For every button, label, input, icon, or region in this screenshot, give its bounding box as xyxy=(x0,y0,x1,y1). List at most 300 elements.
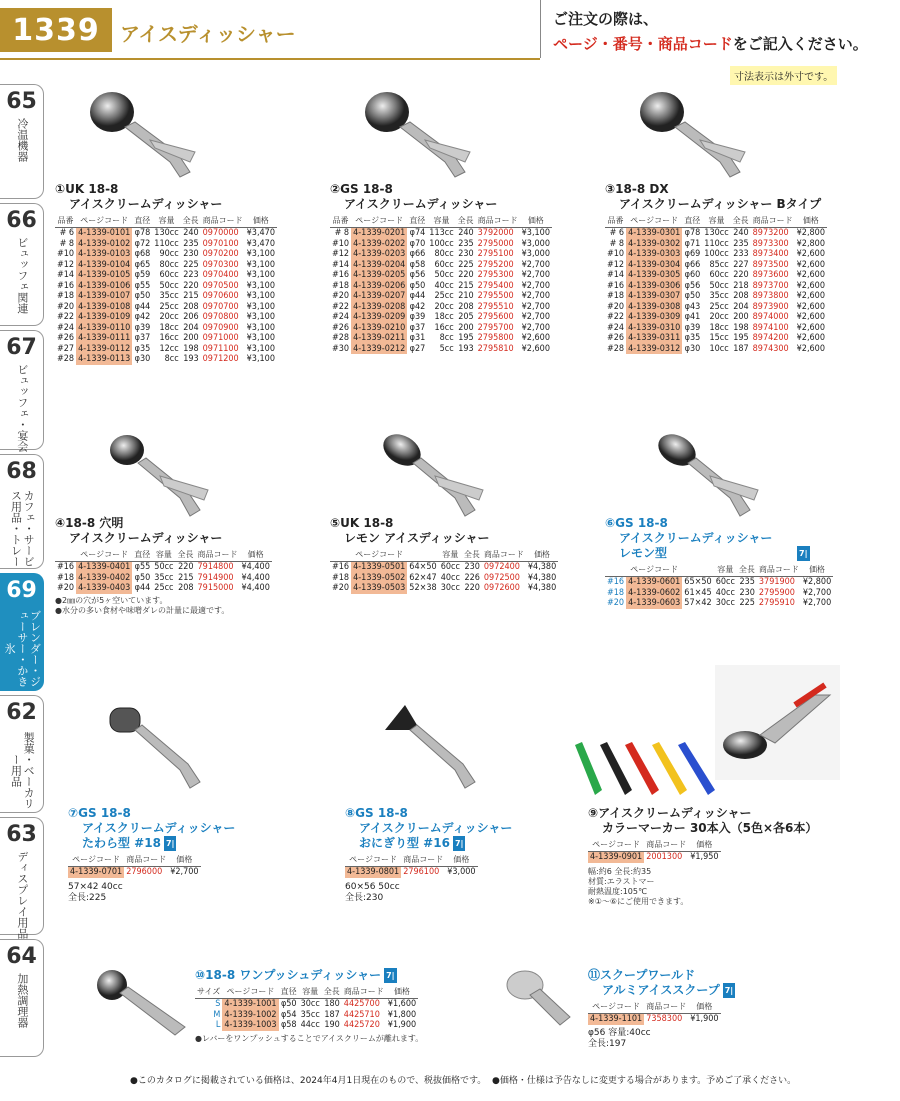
tab-number: 67 xyxy=(6,335,37,360)
table-cell: #24 xyxy=(57,322,75,333)
table-cell: #16 xyxy=(57,280,75,291)
product-code-cell: 3791900 xyxy=(758,577,795,587)
price-cell: ¥2,600 xyxy=(796,301,825,312)
column-header: 商品コード xyxy=(644,838,688,852)
price-cell: ¥2,600 xyxy=(796,270,825,280)
table-cell: 60cc xyxy=(159,270,179,280)
table-row xyxy=(605,577,833,588)
tab-65[interactable] xyxy=(0,84,44,199)
price-cell: ¥2,600 xyxy=(796,249,825,259)
table-row xyxy=(605,239,827,250)
table-cell: 8cc xyxy=(439,333,454,343)
tab-63[interactable] xyxy=(0,817,44,939)
price-cell: ¥2,700 xyxy=(521,322,550,333)
product-code-cell: 8974200 xyxy=(752,333,789,343)
column-header: ページコード xyxy=(345,853,401,867)
table-cell: 190 xyxy=(324,1020,340,1030)
column-header: 容量 xyxy=(152,214,180,228)
column-header: 商品コード xyxy=(751,214,795,228)
price-cell: ¥2,700 xyxy=(521,312,550,322)
table-cell: 187 xyxy=(733,343,749,354)
header-divider xyxy=(0,58,540,60)
product-name: ③18-8 DX xyxy=(605,182,669,196)
table-cell: 235 xyxy=(183,238,199,249)
table-cell: # 8 xyxy=(59,238,75,249)
table-cell: #14 xyxy=(57,270,75,280)
column-header: ページコード xyxy=(76,214,132,228)
table-row xyxy=(330,583,558,594)
product-note: 60×56 50cc xyxy=(345,881,400,892)
price-cell: ¥2,700 xyxy=(521,270,550,280)
tab-67[interactable] xyxy=(0,330,44,450)
price-cell: ¥1,600 xyxy=(387,999,417,1009)
page-code-cell: 4-1339-0212 xyxy=(353,343,406,354)
table-cell: 180 xyxy=(324,999,340,1009)
column-header: 容量 xyxy=(439,548,462,562)
table-cell: 233 xyxy=(733,249,749,259)
page-code-cell: 4-1339-0307 xyxy=(628,291,681,301)
price-cell: ¥3,000 xyxy=(521,249,550,259)
table-row xyxy=(195,1010,418,1021)
product-4 xyxy=(55,516,272,616)
table-cell: #30 xyxy=(332,343,350,354)
product-code-cell: 0970200 xyxy=(202,249,239,259)
product-note: 57×42 40cc xyxy=(68,881,123,892)
table-cell: 240 xyxy=(458,228,474,238)
price-cell: ¥4,380 xyxy=(527,583,557,593)
table-cell: 16cc xyxy=(159,333,179,343)
product-5 xyxy=(330,516,558,594)
price-cell: ¥2,800 xyxy=(802,577,832,587)
table-row xyxy=(68,867,201,878)
footer-price-note: ●このカタログに掲載されている価格は、2024年4月1日現在のもので、税抜価格です。 xyxy=(130,1076,487,1086)
footer-note xyxy=(130,1073,796,1086)
column-header: 直径 xyxy=(682,214,702,228)
product-code-cell: 2795700 xyxy=(477,322,514,333)
table-cell: φ27 xyxy=(409,343,426,354)
table-cell: #26 xyxy=(57,333,75,343)
table-row xyxy=(55,562,272,573)
table-header-row xyxy=(55,548,272,562)
page-code-cell: 4-1339-0110 xyxy=(78,322,131,333)
page-code-cell: 4-1339-0113 xyxy=(78,354,131,364)
table-cell: 208 xyxy=(458,301,474,312)
price-cell: ¥3,100 xyxy=(246,301,275,312)
price-cell: ¥2,700 xyxy=(802,587,832,598)
table-cell: 235 xyxy=(458,238,474,249)
table-cell: S xyxy=(215,999,221,1009)
column-header: 価格 xyxy=(688,838,720,852)
table-cell: #18 xyxy=(57,572,75,583)
price-cell: ¥1,900 xyxy=(387,1020,417,1030)
color-markers-image xyxy=(570,740,720,800)
price-cell: ¥3,100 xyxy=(246,354,275,364)
page-code-cell: 4-1339-0701 xyxy=(70,867,123,877)
table-cell: φ43 xyxy=(684,301,701,312)
table-cell: φ44 xyxy=(409,291,426,301)
table-cell: 50cc xyxy=(159,280,179,291)
table-cell: φ50 xyxy=(280,999,297,1009)
tab-number: 66 xyxy=(6,208,37,233)
table-cell: 25cc xyxy=(159,301,179,312)
table-cell: # 8 xyxy=(334,228,350,238)
tab-62[interactable] xyxy=(0,695,44,813)
tab-66[interactable] xyxy=(0,203,44,326)
table-cell: #20 xyxy=(57,583,75,593)
table-cell: 25cc xyxy=(709,301,729,312)
page-code-cell: 4-1339-0801 xyxy=(347,867,400,877)
table-row xyxy=(55,249,277,260)
product-code-cell: 8973900 xyxy=(752,301,789,312)
product-image-3 xyxy=(630,82,760,182)
table-cell: M xyxy=(213,1009,221,1020)
table-cell: 223 xyxy=(183,270,199,280)
table-row xyxy=(330,228,552,239)
product-note: φ56 容量:40cc xyxy=(588,1027,651,1038)
price-cell: ¥2,700 xyxy=(170,867,199,877)
table-cell: 200 xyxy=(733,312,749,322)
product-image-4 xyxy=(100,428,220,523)
price-cell: ¥3,000 xyxy=(447,867,476,877)
column-header: 商品コード xyxy=(644,1000,688,1014)
table-cell: 225 xyxy=(458,259,474,270)
table-row xyxy=(55,228,277,239)
product-name-sub: アイスクリームディッシャー xyxy=(69,531,223,545)
table-cell: 65×50 xyxy=(684,577,712,587)
tab-number: 65 xyxy=(6,89,37,114)
product-code-cell: 2795900 xyxy=(758,587,795,598)
table-cell: 25cc xyxy=(434,291,454,301)
table-row xyxy=(55,323,277,334)
column-header: ページコード xyxy=(76,548,132,562)
table-cell: φ50 xyxy=(409,280,426,291)
page-code-cell: 4-1339-0211 xyxy=(353,333,406,343)
column-header: 直径 xyxy=(407,214,427,228)
table-cell: φ39 xyxy=(684,322,701,333)
tab-label: ビュッフェ・宴会 xyxy=(15,364,29,452)
column-header: 容量 xyxy=(299,985,322,999)
table-row xyxy=(55,344,277,355)
table-cell: 60cc xyxy=(440,562,460,572)
table-cell: 220 xyxy=(458,270,474,280)
product-name-sub: レモン アイスディッシャー xyxy=(344,531,490,545)
column-header: 直径 xyxy=(132,548,152,562)
page-code-cell: 4-1339-1101 xyxy=(590,1014,643,1024)
price-cell: ¥2,700 xyxy=(521,291,550,301)
table-row xyxy=(345,867,478,878)
table-cell: #18 xyxy=(57,291,75,301)
table-cell: 100cc xyxy=(704,249,729,259)
product-code-cell: 7358300 xyxy=(646,1014,683,1024)
table-row xyxy=(330,344,552,355)
table-cell: φ70 xyxy=(409,238,426,249)
price-cell: ¥2,600 xyxy=(521,333,550,343)
price-cell: ¥2,600 xyxy=(796,333,825,343)
page-code-cell: 4-1339-1001 xyxy=(224,999,277,1009)
page-code-cell: 4-1339-0208 xyxy=(353,301,406,312)
spec-table xyxy=(68,853,201,878)
column-header: ページコード xyxy=(588,838,644,852)
table-cell: 50cc xyxy=(434,270,454,280)
column-header: 直径 xyxy=(132,214,152,228)
spec-table xyxy=(605,563,833,609)
table-cell: 60cc xyxy=(709,270,729,280)
price-cell: ¥2,800 xyxy=(796,238,825,249)
spec-table xyxy=(605,214,827,354)
price-cell: ¥3,100 xyxy=(246,343,275,354)
product-name: ①UK 18-8 xyxy=(55,182,119,196)
table-cell: 204 xyxy=(733,301,749,312)
column-header: 商品コード xyxy=(196,548,240,562)
table-row xyxy=(605,228,827,239)
table-cell: 30cc xyxy=(715,598,735,608)
table-cell: 218 xyxy=(733,280,749,291)
product-code-cell: 2795400 xyxy=(477,280,514,291)
table-row xyxy=(55,354,277,365)
product-code-cell: 2795200 xyxy=(477,259,514,270)
product-code-cell: 2795000 xyxy=(477,238,514,249)
tab-label: ディスプレイ用品 xyxy=(15,851,29,939)
product-image-2 xyxy=(355,82,485,182)
table-cell: φ50 xyxy=(134,572,151,583)
product-name-sub2: たわら型 #18 7| xyxy=(82,836,175,850)
table-cell: φ50 xyxy=(134,291,151,301)
product-name-sub: アルミアイススクープ 7| xyxy=(602,983,734,997)
badge-icon: 7| xyxy=(797,546,810,561)
column-header: 価格 xyxy=(386,985,418,999)
price-cell: ¥2,600 xyxy=(796,322,825,333)
table-row xyxy=(55,270,277,281)
product-image-1 xyxy=(80,82,210,182)
price-cell: ¥2,600 xyxy=(521,343,550,354)
table-cell: φ30 xyxy=(684,343,701,354)
spec-table xyxy=(345,853,478,878)
table-cell: #26 xyxy=(332,322,350,333)
product-10 xyxy=(195,968,423,1044)
table-cell: 200 xyxy=(183,333,199,343)
table-cell: φ69 xyxy=(684,249,701,259)
table-row xyxy=(330,249,552,260)
product-code-cell: 7914900 xyxy=(197,572,234,583)
page-code-cell: 4-1339-0108 xyxy=(78,301,131,312)
table-cell: 195 xyxy=(733,333,749,343)
page-code-cell: 4-1339-1003 xyxy=(224,1020,277,1030)
product-code-cell: 0970400 xyxy=(202,270,239,280)
tab-number: 69 xyxy=(6,578,37,603)
table-cell: 226 xyxy=(464,572,480,583)
table-cell: 215 xyxy=(458,280,474,291)
page-code-cell: 4-1339-0501 xyxy=(353,562,406,572)
page-code-cell: 4-1339-1002 xyxy=(224,1009,277,1020)
product-name: ⑤UK 18-8 xyxy=(330,516,394,530)
page-code-cell: 4-1339-0901 xyxy=(590,852,643,862)
tab-68[interactable] xyxy=(0,454,44,569)
tab-label: カフェ・サービス用品・トレー xyxy=(9,489,36,567)
product-note: 材質:エラストマー xyxy=(588,876,655,886)
page-code-cell: 4-1339-0602 xyxy=(628,587,681,598)
page-title: アイスディッシャー xyxy=(120,22,296,46)
price-cell: ¥3,100 xyxy=(246,333,275,343)
column-header: 容量 xyxy=(702,214,730,228)
table-cell: #16 xyxy=(332,270,350,280)
price-cell: ¥2,600 xyxy=(796,259,825,270)
page-code-cell: 4-1339-0210 xyxy=(353,322,406,333)
table-row xyxy=(605,260,827,271)
column-header: 商品コード xyxy=(482,548,526,562)
column-header: 商品コード xyxy=(342,985,386,999)
table-row xyxy=(330,260,552,271)
table-cell: 12cc xyxy=(159,343,179,354)
table-cell: #14 xyxy=(607,270,625,280)
table-cell: #22 xyxy=(57,312,75,322)
column-header: 全長 xyxy=(322,985,342,999)
table-cell: #18 xyxy=(607,587,625,598)
column-header xyxy=(55,548,76,562)
table-row xyxy=(55,583,272,594)
column-header: 容量 xyxy=(152,548,175,562)
table-cell: 198 xyxy=(733,322,749,333)
product-image-8 xyxy=(375,700,495,800)
table-cell: 30cc xyxy=(300,999,320,1009)
table-cell: 40cc xyxy=(434,280,454,291)
table-cell: # 6 xyxy=(59,228,75,238)
product-code-cell: 2795500 xyxy=(477,291,514,301)
product-name-sub: アイスクリームディッシャー Bタイプ xyxy=(619,197,822,211)
product-code-cell: 2795510 xyxy=(477,301,514,312)
table-cell: φ37 xyxy=(409,322,426,333)
price-cell: ¥1,900 xyxy=(690,1014,719,1024)
column-header: 価格 xyxy=(520,214,552,228)
table-cell: 113cc xyxy=(429,228,454,238)
table-cell: φ78 xyxy=(684,228,701,238)
table-cell: φ68 xyxy=(134,249,151,259)
column-header: ページコード xyxy=(588,1000,644,1014)
table-row xyxy=(330,312,552,323)
table-cell: #18 xyxy=(607,291,625,301)
product-code-cell: 8973200 xyxy=(752,228,789,238)
table-cell: 15cc xyxy=(709,333,729,343)
table-cell: φ54 xyxy=(280,1009,297,1020)
product-code-cell: 2001300 xyxy=(646,852,683,862)
table-cell: φ35 xyxy=(134,343,151,354)
product-name: ⑦GS 18-8 xyxy=(68,806,131,820)
table-cell: 230 xyxy=(739,587,755,598)
product-code-cell: 2796000 xyxy=(126,867,163,877)
table-cell: 35cc xyxy=(709,291,729,301)
table-row xyxy=(605,344,827,355)
page-code-cell: 4-1339-0112 xyxy=(78,343,131,354)
page-code-cell: 4-1339-0303 xyxy=(628,249,681,259)
product-code-cell: 0970600 xyxy=(202,291,239,301)
column-header: 価格 xyxy=(688,1000,720,1014)
product-name: ⑥GS 18-8 xyxy=(605,516,668,530)
price-cell: ¥2,600 xyxy=(796,280,825,291)
table-cell: 220 xyxy=(733,270,749,280)
column-header: 直径 xyxy=(279,985,299,999)
table-cell: 50cc xyxy=(709,280,729,291)
tab-69[interactable] xyxy=(0,573,44,691)
product-note: ●水分の多い食材や味噌ダレの計量に最適です。 xyxy=(55,605,230,615)
column-header: 全長 xyxy=(456,214,476,228)
page-code-cell: 4-1339-0205 xyxy=(353,270,406,280)
table-cell: 16cc xyxy=(434,322,454,333)
price-cell: ¥1,800 xyxy=(387,1009,417,1020)
column-header: 商品コード xyxy=(124,853,168,867)
table-cell: φ58 xyxy=(409,259,426,270)
table-header-row xyxy=(55,214,277,228)
spec-table xyxy=(588,838,721,863)
product-1 xyxy=(55,182,277,365)
tab-64[interactable] xyxy=(0,939,44,1057)
table-cell: 204 xyxy=(183,322,199,333)
product-code-cell: 2795800 xyxy=(477,333,514,343)
page-code-cell: 4-1339-0106 xyxy=(78,280,131,291)
product-code-cell: 7914800 xyxy=(197,562,234,572)
table-cell: φ42 xyxy=(409,301,426,312)
tab-number: 63 xyxy=(6,822,37,847)
product-code-cell: 8974000 xyxy=(752,312,789,322)
product-name: ⑨アイスクリームディッシャー xyxy=(588,806,752,820)
table-row xyxy=(195,999,418,1010)
tab-label: 製菓・ベーカリー用品 xyxy=(9,731,36,809)
table-cell: 220 xyxy=(464,583,480,593)
price-cell: ¥2,600 xyxy=(796,312,825,322)
table-cell: 64×50 xyxy=(409,562,437,572)
column-header: ページコード xyxy=(626,214,682,228)
table-row xyxy=(605,312,827,323)
table-cell: 187 xyxy=(324,1009,340,1020)
tab-label: ビュッフェ関連 xyxy=(15,237,29,314)
table-cell: 208 xyxy=(733,291,749,301)
product-7 xyxy=(68,806,235,904)
page-code-cell: 4-1339-0310 xyxy=(628,322,681,333)
product-code-cell: 0971000 xyxy=(202,333,239,343)
price-cell: ¥2,800 xyxy=(796,228,825,238)
product-code-cell: 8974100 xyxy=(752,322,789,333)
product-code-cell: 0972600 xyxy=(483,583,520,593)
table-cell: 130cc xyxy=(154,228,179,238)
table-cell: 35cc xyxy=(154,572,174,583)
table-cell: 52×38 xyxy=(409,583,437,593)
column-header: 価格 xyxy=(445,853,477,867)
page-code-cell: 4-1339-0401 xyxy=(78,562,131,572)
page-code-cell: 4-1339-0601 xyxy=(628,577,681,587)
badge-icon: 7| xyxy=(384,968,397,983)
page-code-cell: 4-1339-0102 xyxy=(78,238,131,249)
table-cell: #22 xyxy=(607,312,625,322)
page-code-cell: 4-1339-0306 xyxy=(628,280,681,291)
page-code-cell: 4-1339-0101 xyxy=(78,228,131,238)
table-cell: 10cc xyxy=(709,343,729,354)
table-cell: 20cc xyxy=(709,312,729,322)
product-note: ●レバーをワンプッシュすることでアイスクリームが離れます。 xyxy=(195,1033,424,1043)
table-cell: φ59 xyxy=(134,270,151,280)
page-code-cell: 4-1339-0302 xyxy=(628,238,681,249)
table-cell: 110cc xyxy=(154,238,179,249)
product-image-11 xyxy=(500,965,585,1045)
column-header: 商品コード xyxy=(476,214,520,228)
product-code-cell: 0972500 xyxy=(483,572,520,583)
table-cell: 195 xyxy=(458,333,474,343)
table-cell: 30cc xyxy=(440,583,460,593)
page-code-cell: 4-1339-0301 xyxy=(628,228,681,238)
product-name: ②GS 18-8 xyxy=(330,182,393,196)
table-cell: #24 xyxy=(332,312,350,322)
product-code-cell: 0972400 xyxy=(483,562,520,572)
table-cell: #28 xyxy=(332,333,350,343)
product-name: ⑪スクープワールド xyxy=(588,968,696,982)
page-code-cell: 4-1339-0502 xyxy=(353,572,406,583)
